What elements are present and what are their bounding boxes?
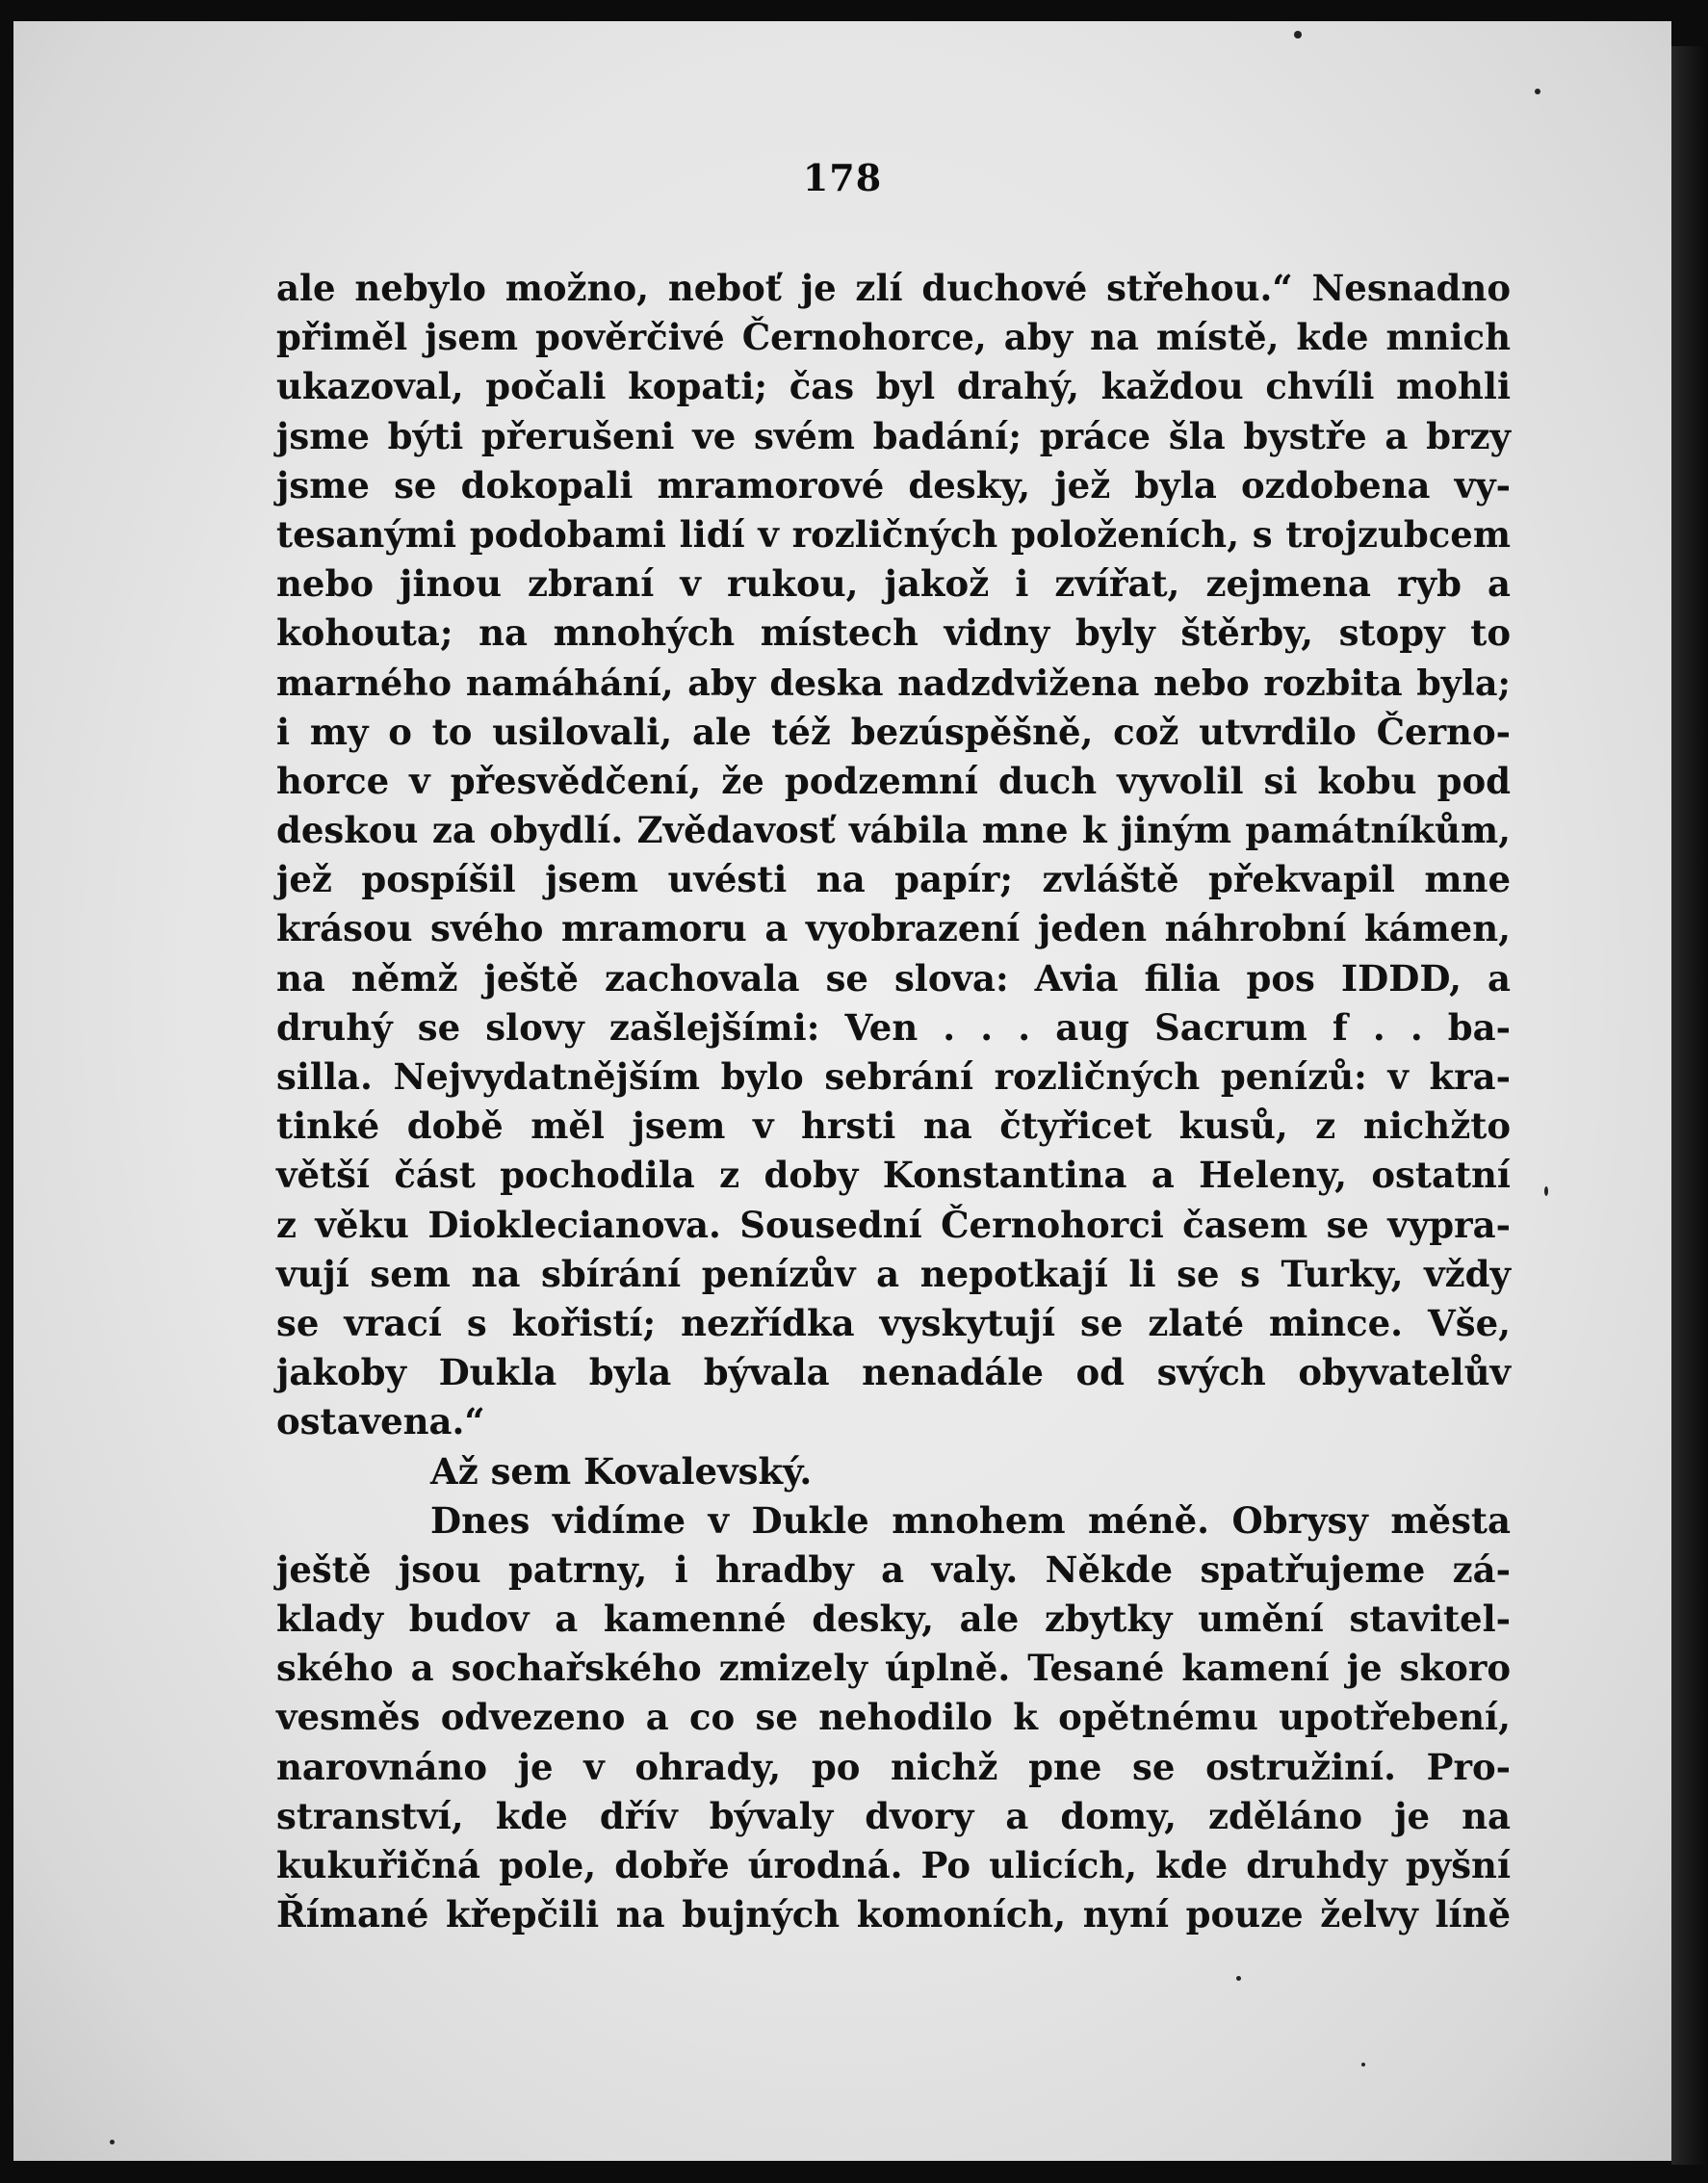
text-line: jsme se dokopali mramorové desky, jež byla ozdobena vy- (276, 463, 1511, 507)
text-line: horce v přesvědčení, že podzemní duch vyvolil si kobu pod (276, 759, 1511, 802)
text-line: kohouta; na mnohých místech vidny byly štěrby, stopy to (276, 611, 1511, 655)
text-line: krásou svého mramoru a vyobrazení jeden náhrobní kámen, (276, 907, 1511, 950)
text-line: Římané křepčili na bujných komoních, nyní pouze želvy líně (276, 1893, 1511, 1936)
text-line: klady budov a kamenné desky, ale zbytky umění stavitel- (276, 1598, 1511, 1641)
book-page (13, 21, 1671, 2161)
text-line: Dnes vidíme v Dukle mnohem méně. Obrysy města (430, 1498, 1511, 1542)
dust-speck (1236, 1976, 1241, 1981)
body-text (276, 264, 1511, 1939)
text-line: se vrací s kořistí; nezřídka vyskytují se zlaté mince. Vše, (276, 1301, 1511, 1344)
text-line: stranství, kde dřív bývaly dvory a domy, zděláno je na (276, 1794, 1511, 1837)
text-line: druhý se slovy zašlejšími: Ven . . . aug Sacrum f . . ba- (276, 1005, 1511, 1049)
dust-speck (110, 2140, 115, 2144)
text-line: ukazoval, počali kopati; čas byl drahý, každou chvíli mohli (276, 365, 1511, 408)
text-line: ského a sochařského zmizely úplně. Tesané kamení je skoro (276, 1647, 1511, 1690)
text-line: tesanými podobami lidí v rozličných položeních, s trojzubcem (276, 512, 1511, 556)
dust-speck (1361, 2063, 1365, 2066)
text-line: na němž ještě zachovala se slova: Avia filia pos IDDD, a (276, 956, 1511, 1000)
text-line: marného namáhání, aby deska nadzdvižena nebo rozbita byla; (276, 662, 1511, 704)
text-line: silla. Nejvydatnějším bylo sebrání rozličných penízů: v kra- (276, 1055, 1511, 1098)
text-line: vují sem na sbírání penízův a nepotkají li se s Turky, vždy (276, 1252, 1511, 1295)
text-line: ale nebylo možno, neboť je zlí duchové střehou.“ Nesnadno (276, 267, 1511, 309)
text-line: ostavena.“ (276, 1400, 485, 1443)
text-line: Až sem Kovalevský. (430, 1449, 813, 1493)
text-line: jež pospíšil jsem uvésti na papír; zvláště překvapil mne (276, 858, 1511, 901)
text-line: tinké době měl jsem v hrsti na čtyřicet kusů, z nichžto (276, 1104, 1511, 1148)
page-number: 178 (802, 156, 883, 199)
text-line: narovnáno je v ohrady, po nichž pne se ostružiní. Pro- (276, 1745, 1511, 1788)
text-line: přiměl jsem pověrčivé Černohorce, aby na místě, kde mnich (276, 316, 1511, 359)
text-line: větší část pochodila z doby Konstantina a Heleny, ostatní (276, 1154, 1511, 1197)
page-edge-shadow (1671, 46, 1708, 2165)
text-line: i my o to usilovali, ale též bezúspěšně, což utvrdilo Černo- (276, 710, 1511, 753)
dust-speck (1544, 1186, 1548, 1196)
text-line: vesměs odvezeno a co se nehodilo k opětnému upotřebení, (276, 1696, 1511, 1739)
text-line: jsme býti přerušeni ve svém badání; práce šla bystře a brzy (276, 414, 1511, 457)
text-line: z věku Dioklecianova. Sousední Černohorci časem se vypra- (276, 1203, 1511, 1246)
text-line: deskou za obydlí. Zvědavosť vábila mne k jiným památníkům, (276, 809, 1511, 852)
text-line: jakoby Dukla byla bývala nenadále od svých obyvatelův (276, 1351, 1511, 1394)
text-line: nebo jinou zbraní v rukou, jakož i zvířat, zejmena ryb a (276, 562, 1511, 606)
text-line: kukuřičná pole, dobře úrodná. Po ulicích, kde druhdy pyšní (276, 1844, 1511, 1886)
dust-speck (1535, 89, 1540, 94)
dust-speck (1294, 31, 1302, 39)
text-line: ještě jsou patrny, i hradby a valy. Někde spatřujeme zá- (276, 1547, 1511, 1591)
